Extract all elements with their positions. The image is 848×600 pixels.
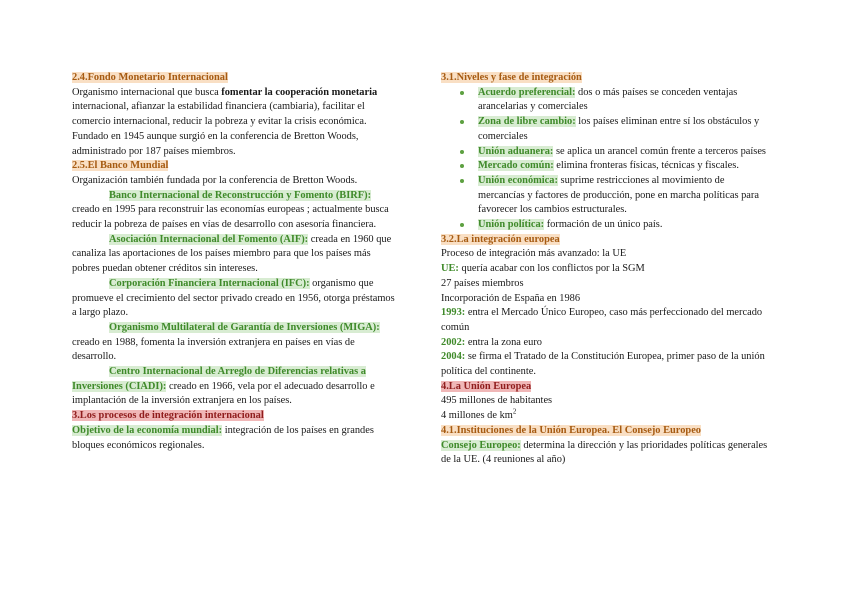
eu-integration-heading: 3.2.La integración europea [441, 233, 560, 245]
list-item: Unión aduanera: se aplica un arancel común frente a terceros países [441, 145, 771, 160]
objective-paragraph: Objetivo de la economía mundial: integración de los países en grandes bloques económicos regionales. [72, 424, 374, 451]
imf-paragraph: Organismo internacional que busca fomentar la cooperación monetaria internacional, afianzar la estabilidad financiera (cambiaria), facilitar el comercio internacional, reducir la pobreza y evitar la crisis económica. Fundado en 1945 aunque surgió en la conferencia de Bretton Woods, administrado por 187 países miembros. [72, 86, 378, 157]
ifc-paragraph: Corporación Financiera Internacional (IFC): organismo que promueve el crecimiento del sector privado creado en 1956, otorga préstamos a largo plazo. [72, 277, 395, 319]
objective-term: Objetivo de la economía mundial: [72, 424, 223, 436]
list-item: Acuerdo preferencial: dos o más países se conceden ventajas arancelarias y comerciales [441, 86, 771, 115]
bullet-icon [460, 150, 464, 154]
bullet-icon [460, 164, 464, 168]
levels-heading: 3.1.Niveles y fase de integración [441, 72, 582, 83]
integration-heading: 3.Los procesos de integración internacional [72, 410, 264, 422]
council-term: Consejo Europeo: [441, 439, 521, 451]
bullet-icon [460, 179, 464, 183]
ue-line: UE: quería acabar con los conflictos por la SGM [441, 263, 645, 275]
birf-term: Banco Internacional de Reconstrucción y Fomento (BIRF): [109, 189, 372, 201]
bullet-icon [460, 223, 464, 227]
ifc-term: Corporación Financiera Internacional (IFC): [109, 277, 310, 289]
imf-heading: 2.4.Fondo Monetario Internacional [72, 72, 228, 83]
area-line: 4 millones de $km^2$ [441, 407, 517, 422]
imf-bold-phrase: fomentar la cooperación monetaria [221, 86, 378, 98]
council-paragraph: Consejo Europeo: determina la dirección y las prioridades políticas generales de la UE. (4 reuniones al año) [441, 439, 768, 466]
aif-paragraph: Asociación Internacional del Fomento (AIF): creada en 1960 que canaliza las aportaciones de los países miembro para que los países más pobres puedan obtener créditos sin intereses. [72, 233, 392, 275]
year-2002-line: 2002: entra la zona euro [441, 336, 542, 348]
list-item: Unión política: formación de un único país. [441, 218, 771, 233]
miga-term: Organismo Multilateral de Garantía de Inversiones (MIGA): [109, 321, 380, 333]
miga-paragraph: Organismo Multilateral de Garantía de Inversiones (MIGA): creado en 1988, fomenta la inversión extranjera en países en vías de desarrollo. [72, 321, 380, 363]
spain-line: Incorporación de España en 1986 [441, 292, 581, 304]
list-item: Unión económica: suprime restricciones al movimiento de mercancías y factores de producción, pone en marcha políticas para favorecer los cambios estructurales. [441, 174, 771, 218]
eu-heading: 4.La Unión Europea [441, 380, 532, 392]
ciadi-term: Centro Internacional de Arreglo de Diferencias relativas a Inversiones (CIADI): [72, 366, 366, 392]
aif-term: Asociación Internacional del Fomento (AIF): [109, 233, 309, 245]
institutions-heading: 4.1.Instituciones de la Unión Europea. El Consejo Europeo [441, 424, 701, 436]
list-item: Mercado común: elimina fronteras físicas, técnicas y fiscales. [441, 159, 771, 174]
levels-list [441, 86, 771, 233]
ciadi-paragraph: Centro Internacional de Arreglo de Diferencias relativas a Inversiones (CIADI): creado en 1966, vela por el adecuado desarrollo e implantación de la inversión extranjera en los países. [72, 366, 375, 407]
year-2004-line: 2004: se firma el Tratado de la Constitución Europea, primer paso de la unión política del continente. [441, 351, 765, 378]
world-bank-paragraph: Organización también fundada por la conferencia de Bretton Woods. [72, 174, 358, 186]
year-1993-line: 1993: entra el Mercado Único Europeo, caso más perfeccionado del mercado común [441, 307, 763, 333]
members-line: 27 países miembros [441, 277, 524, 289]
bullet-icon [460, 120, 464, 124]
world-bank-heading: 2.5.El Banco Mundial [72, 160, 169, 172]
left-column [72, 71, 400, 453]
list-item: Zona de libre cambio: los países eliminan entre sí los obstáculos y comerciales [441, 115, 771, 144]
bullet-icon [460, 91, 464, 95]
birf-paragraph: Banco Internacional de Reconstrucción y Fomento (BIRF): creado en 1995 para reconstruir las economías europeas ; actualmente busca reducir la pobreza de países en vías de desarrollo con asesoría financiera. [72, 189, 389, 231]
right-column [441, 71, 771, 468]
eu-intro: Proceso de integración más avanzado: la UE [441, 248, 627, 260]
population-line: 495 millones de habitantes [441, 395, 553, 407]
